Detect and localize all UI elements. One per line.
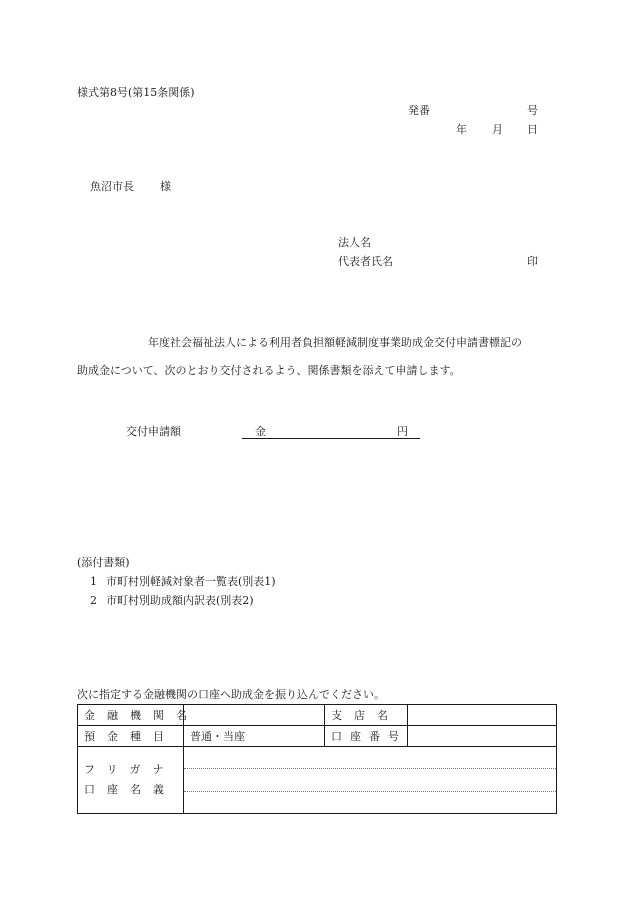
amount-underline [242,437,420,439]
branch-value[interactable] [408,705,557,726]
bank-account-table [77,704,557,814]
holder-line [184,747,556,769]
honorific: 様 [160,180,171,193]
body-line-1: 年度社会福祉法人による利用者負担額軽減制度事業助成金交付申請書標記の [148,336,522,349]
account-number-value[interactable] [408,726,557,747]
date-year: 年 [456,123,467,136]
attachment-2-num: 2 [90,594,97,607]
body-line-2: 助成金について、次のとおり交付されるよう、関係書類を添えて申請します。 [77,364,461,377]
date-month: 月 [492,123,503,136]
deposit-type-label: 預金種目 [78,726,184,747]
issue-number-label: 発番 [408,104,430,117]
attachment-2-text: 市町村別助成額内訳表(別表2) [106,594,254,607]
attachment-1-num: 1 [90,575,97,588]
holder-line [184,769,556,791]
holder-value[interactable] [184,747,557,814]
table-row [78,747,557,814]
branch-label: 支店名 [325,705,408,726]
date-day: 日 [527,123,538,136]
institution-label: 金融機関名 [78,705,184,726]
attachment-1-text: 市町村別軽減対象者一覧表(別表1) [106,575,276,588]
bank-instruction: 次に指定する金融機関の口座へ助成金を振り込んでください。 [77,688,385,701]
holder-line [184,792,556,813]
amount-unit: 円 [397,425,408,438]
attachments-heading: (添付書類) [77,556,130,569]
holder-labels [78,747,184,814]
table-row [78,726,557,747]
institution-value[interactable] [184,705,325,726]
amount-label: 交付申請額 [126,425,181,438]
addressee: 魚沼市長 [90,180,134,193]
seal-mark: 印 [527,255,538,268]
issue-number-suffix: 号 [527,104,538,117]
deposit-type-value[interactable]: 普通・当座 [184,726,325,747]
table-row [78,705,557,726]
furigana-label: フリガナ [84,763,176,776]
account-holder-label: 口座名義 [84,783,176,796]
account-number-label: 口座番号 [325,726,408,747]
form-number: 様式第8号(第15条関係) [77,86,195,99]
corporation-name-label: 法人名 [338,236,371,249]
representative-label: 代表者氏名 [338,255,393,268]
amount-prefix: 金 [255,425,266,438]
